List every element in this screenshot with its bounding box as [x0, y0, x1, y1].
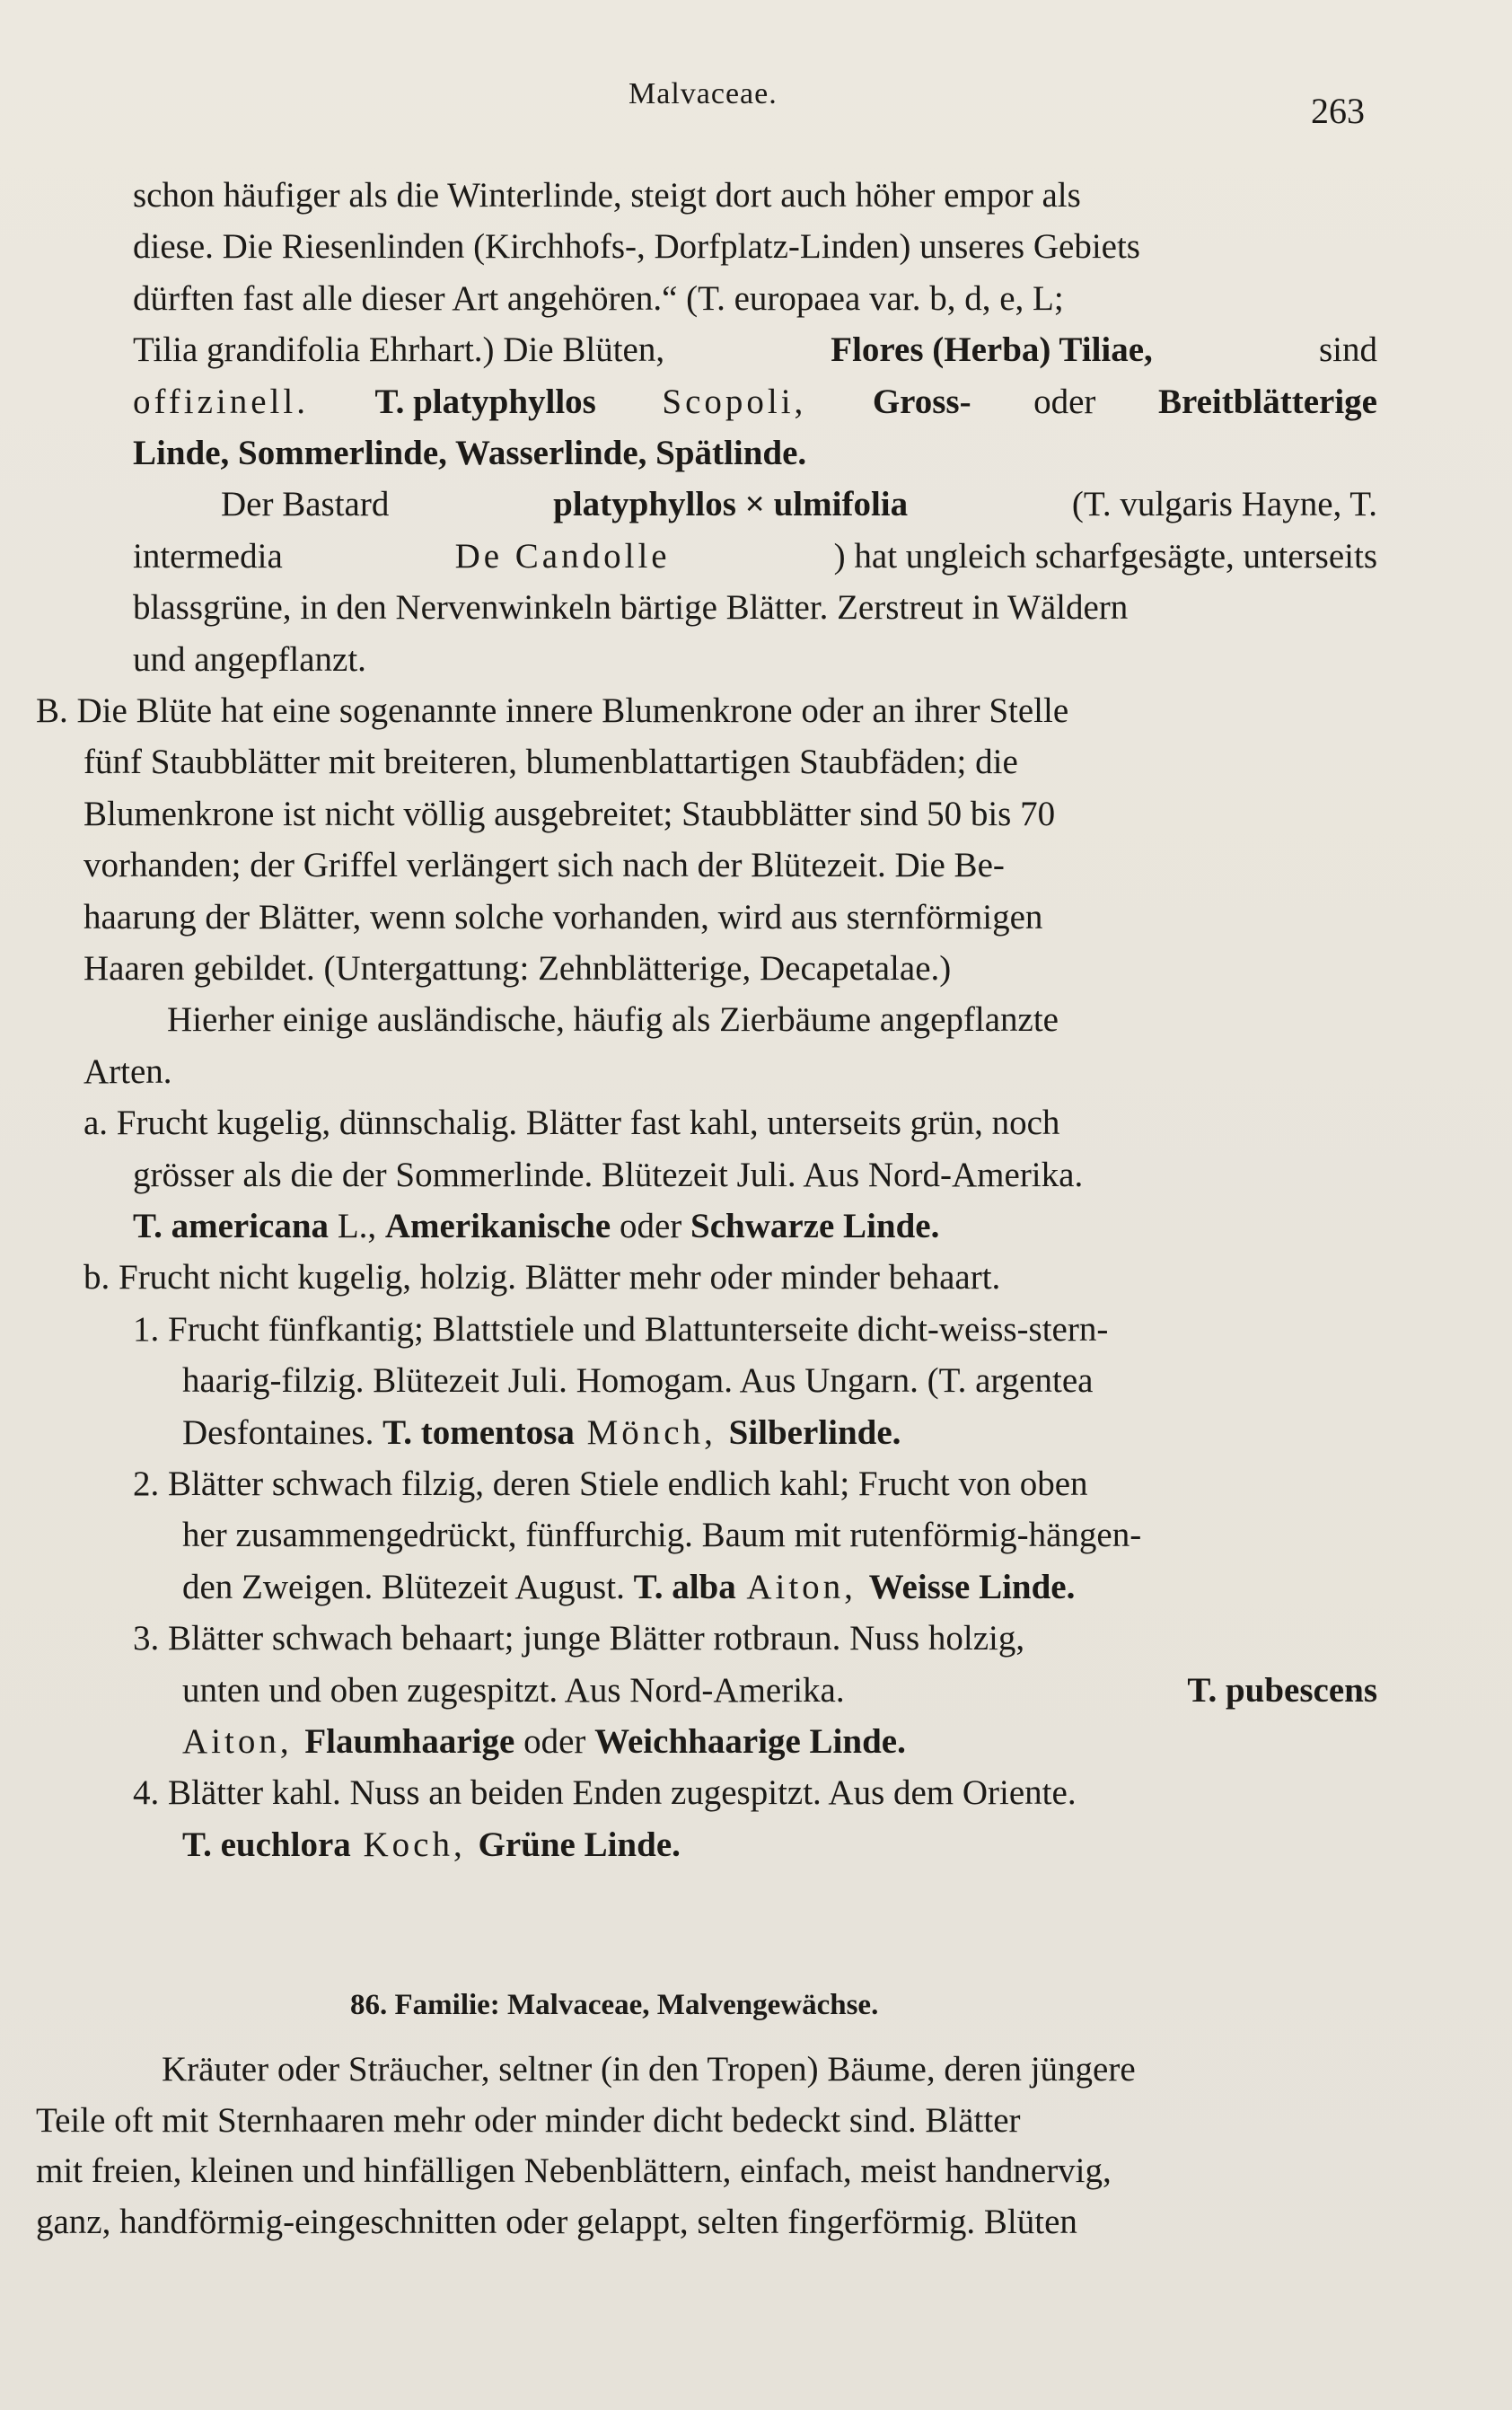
body-line [84, 1051, 1377, 1093]
body-text-segment: b. Frucht nicht kugelig, holzig. Blätter mehr oder minder behaart. [84, 1258, 1001, 1297]
body-text-segment: Hierher einige ausländische, häufig als Zierbäume angepflanzte [167, 1000, 1059, 1040]
body-text-segment: Der Bastard [221, 485, 399, 524]
body-line [182, 1567, 1377, 1608]
body-text-segment: offizinell. [133, 382, 321, 421]
body-text-segment: ) hat ungleich scharfgesägte, unterseits [833, 536, 1377, 576]
family-text-segment: Kräuter oder Sträucher, seltner (in den Tropen) Bäume, deren jüngere [162, 2050, 1136, 2089]
body-text-segment: a. Frucht kugelig, dünnschalig. Blätter fast kahl, unterseits grün, noch [84, 1104, 1060, 1143]
body-line [84, 845, 1377, 886]
family-line [36, 2151, 1377, 2192]
body-text-segment: 4. Blätter kahl. Nuss an beiden Enden zugespitzt. Aus dem Oriente. [133, 1773, 1077, 1813]
body-text-segment: Weisse Linde. [868, 1567, 1076, 1606]
body-text-segment: 2. Blätter schwach filzig, deren Stiele endlich kahl; Frucht von oben [133, 1464, 1088, 1503]
body-text-segment: Gross- [872, 382, 971, 421]
body-text-segment: oder [1024, 382, 1105, 421]
section-heading: 86. Familie: Malvaceae, Malvengewächse. [350, 1989, 879, 2021]
body-line [133, 1155, 1377, 1196]
body-line [133, 433, 1377, 474]
body-text-segment: Breitblätterige [1157, 382, 1377, 421]
body-line [84, 742, 1377, 783]
body-text-segment: haarung der Blätter, wenn solche vorhanden, wird aus sternförmigen [84, 897, 1043, 937]
body-text-segment: Schwarze Linde. [690, 1207, 940, 1245]
body-text-segment: Aiton, [735, 1567, 869, 1606]
body-text-segment: her zusammengedrückt, fünffurchig. Baum mit rutenförmig-hängen- [182, 1516, 1142, 1555]
body-text-segment: B. Die Blüte hat eine sogenannte innere Blumenkrone oder an ihrer Stelle [36, 691, 1069, 730]
body-text-segment: T. americana [133, 1207, 330, 1245]
body-text-segment: Flaumhaarige [304, 1722, 515, 1761]
body-text-segment: dürften fast alle dieser Art angehören.“ (T. europaea var. b, d, e, L; [133, 278, 1064, 318]
body-text-segment: Flores (Herba) Tiliae, [831, 330, 1153, 370]
body-line [133, 175, 1377, 216]
body-text-segment: blassgrüne, in den Nervenwinkeln bärtige Blätter. Zerstreut in Wäldern [133, 588, 1129, 628]
body-line [36, 690, 1377, 732]
body-text-segment: Blumenkrone ist nicht völlig ausgebreitet; Staubblätter sind 50 bis 70 [84, 794, 1056, 833]
body-text-segment: fünf Staubblätter mit breiteren, blumenblattartigen Staubfäden; die [84, 743, 1018, 782]
body-text-segment: L., [329, 1207, 385, 1245]
body-text-segment: oder [611, 1207, 691, 1245]
body-line [221, 484, 1377, 525]
body-line [84, 897, 1377, 938]
body-text-segment: Koch, [350, 1825, 479, 1864]
body-line [133, 587, 1377, 629]
body-text-segment: Desfontaines. [182, 1412, 383, 1452]
body-line [133, 1206, 1377, 1247]
body-line [84, 1257, 1377, 1298]
body-text-segment: T. euchlora [182, 1825, 351, 1864]
body-text-segment: haarig-filzig. Blütezeit Juli. Homogam. Aus Ungarn. (T. argentea [182, 1361, 1094, 1401]
body-text-segment: den Zweigen. Blütezeit August. [182, 1567, 634, 1606]
body-line [84, 948, 1377, 990]
family-text-segment: ganz, handförmig-eingeschnitten oder gelappt, selten fingerförmig. Blüten [36, 2202, 1077, 2241]
family-line [36, 2100, 1377, 2142]
body-text-segment: Tilia grandifolia Ehrhart.) Die Blüten, [133, 330, 673, 370]
body-text-segment: Grüne Linde. [478, 1825, 681, 1864]
body-text-segment: Arten. [84, 1051, 172, 1091]
body-line [182, 1825, 1377, 1866]
body-text-segment: 1. Frucht fünfkantig; Blattstiele und Blattunterseite dicht-weiss-stern- [133, 1309, 1109, 1349]
family-text-segment: mit freien, kleinen und hinfälligen Nebenblättern, einfach, meist handnervig, [36, 2151, 1112, 2190]
body-text-segment: unten und oben zugespitzt. Aus Nord-Amerika. [182, 1670, 854, 1710]
body-text-segment: (T. vulgaris Hayne, T. [1063, 485, 1377, 524]
body-text-segment: Aiton, [182, 1722, 305, 1761]
family-line [162, 2049, 1377, 2090]
body-text-segment: oder [514, 1722, 595, 1761]
body-text-segment: vorhanden; der Griffel verlängert sich nach der Blütezeit. Die Be- [84, 846, 1005, 885]
body-line [182, 1412, 1377, 1454]
body-text-segment: diese. Die Riesenlinden (Kirchhofs-, Dorfplatz-Linden) unseres Gebiets [133, 227, 1140, 267]
body-text-segment: Weichhaarige Linde. [594, 1722, 906, 1761]
body-text-segment: platyphyllos × ulmifolia [553, 485, 909, 524]
body-text-segment: und angepflanzt. [133, 639, 366, 679]
body-line [167, 999, 1377, 1041]
body-text-segment: T. platyphyllos [374, 382, 596, 421]
body-line [133, 278, 1377, 320]
body-text-segment: sind [1310, 330, 1377, 370]
body-text-segment: schon häufiger als die Winterlinde, steigt dort auch höher empor als [133, 176, 1081, 215]
body-text-segment: Amerikanische [384, 1207, 611, 1245]
body-line [133, 1309, 1377, 1350]
body-text-segment: intermedia [133, 536, 292, 576]
body-text-segment: Silberlinde. [728, 1412, 901, 1452]
body-text-segment: T. pubescens [1187, 1670, 1377, 1710]
body-text-segment: Linde, Sommerlinde, Wasserlinde, Spätlinde. [133, 434, 807, 472]
body-text-segment: T. alba [633, 1567, 736, 1606]
running-header: Malvaceae. [629, 77, 778, 110]
body-line [133, 226, 1377, 268]
page-number: 263 [1311, 91, 1365, 131]
family-line [36, 2202, 1377, 2243]
body-line [133, 1772, 1377, 1814]
body-line [182, 1515, 1377, 1556]
body-line [182, 1360, 1377, 1402]
body-line [133, 536, 1377, 577]
body-line [182, 1721, 1377, 1763]
body-line [133, 639, 1377, 681]
body-text-segment: Scopoli, [649, 382, 820, 421]
family-text-segment: Teile oft mit Sternhaaren mehr oder minder dicht bedeckt sind. Blätter [36, 2100, 1021, 2140]
body-text-segment: De Candolle [454, 536, 671, 576]
body-text-segment: 3. Blätter schwach behaart; junge Blätter rotbraun. Nuss holzig, [133, 1619, 1025, 1658]
body-text-segment: T. tomentosa [382, 1412, 575, 1452]
body-text-segment: Mönch, [574, 1412, 729, 1452]
body-text-segment: grösser als die der Sommerlinde. Blütezeit Juli. Aus Nord-Amerika. [133, 1155, 1084, 1194]
body-text-segment: Haaren gebildet. (Untergattung: Zehnblätterige, Decapetalae.) [84, 949, 952, 988]
body-line [84, 1103, 1377, 1144]
body-line [84, 794, 1377, 835]
body-line [133, 330, 1377, 371]
body-line [133, 382, 1377, 423]
body-line [133, 1618, 1377, 1659]
body-line [182, 1670, 1377, 1711]
body-line [133, 1464, 1377, 1505]
